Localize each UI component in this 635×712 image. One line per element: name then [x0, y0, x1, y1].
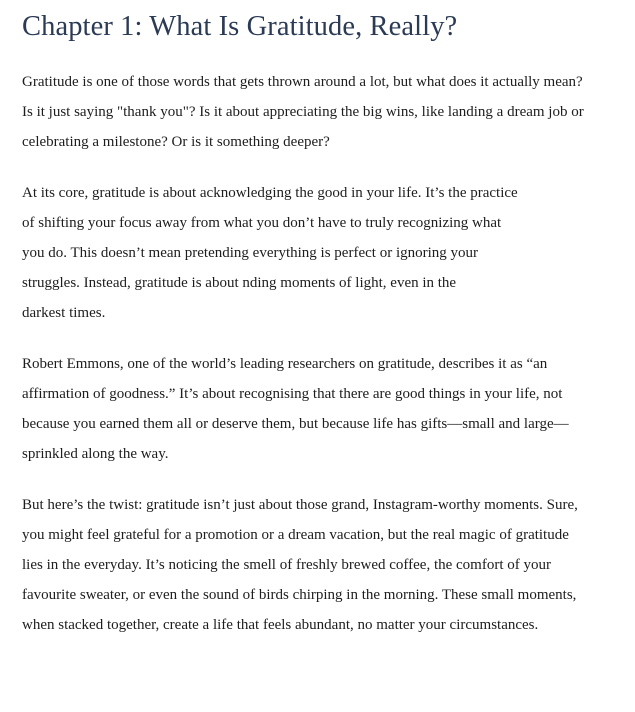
text-line: favourite sweater, or even the sound of birds chirping in the morning. These small moments, [22, 587, 577, 603]
text-line: Is it just saying "thank you"? Is it about appreciating the big wins, like landing a dream job or [22, 104, 584, 120]
text-line: struggles. Instead, gratitude is about nding moments of light, even in the [22, 275, 457, 291]
text-line: when stacked together, create a life that feels abundant, no matter your circumstances. [22, 617, 539, 633]
paragraph-intro [22, 67, 635, 157]
paragraph-twist [22, 490, 635, 640]
text-line: But here’s the twist: gratitude isn’t just about those grand, Instagram-worthy moments. Sure, [22, 497, 578, 513]
paragraph-core [22, 178, 635, 328]
text-line: you do. This doesn’t mean pretending everything is perfect or ignoring your [22, 245, 479, 261]
chapter-title: Chapter 1: What Is Gratitude, Really? [22, 11, 458, 42]
text-line: you might feel grateful for a promotion or a dream vacation, but the real magic of gratitude [22, 527, 569, 543]
text-line: Gratitude is one of those words that gets thrown around a lot, but what does it actually mean? [22, 74, 583, 90]
text-line: of shifting your focus away from what you don’t have to truly recognizing what [22, 215, 502, 231]
paragraph-emmons [22, 349, 635, 469]
document-page [22, 0, 635, 640]
text-line: darkest times. [22, 305, 106, 321]
text-line: affirmation of goodness.” It’s about recognising that there are good things in your life, not [22, 386, 563, 402]
text-line: At its core, gratitude is about acknowledging the good in your life. It’s the practice [22, 185, 518, 201]
text-line: because you earned them all or deserve them, but because life has gifts—small and large— [22, 416, 569, 432]
text-line: Robert Emmons, one of the world’s leading researchers on gratitude, describes it as “an [22, 356, 548, 372]
text-line: lies in the everyday. It’s noticing the smell of freshly brewed coffee, the comfort of your [22, 557, 551, 573]
text-line: sprinkled along the way. [22, 446, 169, 462]
text-line: celebrating a milestone? Or is it something deeper? [22, 134, 330, 150]
